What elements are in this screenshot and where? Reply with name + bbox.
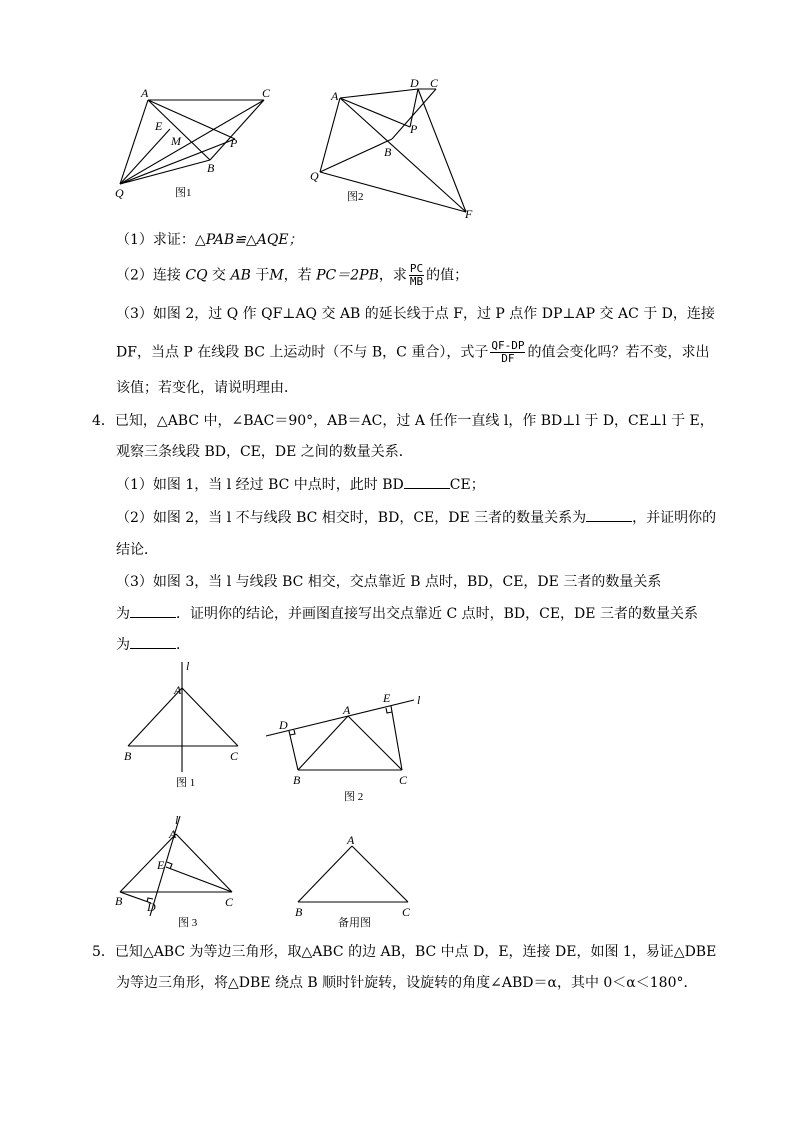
q3-part2-mid2: 于 <box>250 267 270 284</box>
label-D: D <box>147 900 156 914</box>
q3-part3-line3: 该值；若变化，请说明理由． <box>116 380 298 396</box>
q3-part3-line2-suffix: 的值会变化吗？若不变，求出 <box>527 344 710 361</box>
label-A: A <box>169 827 177 841</box>
label-A: A <box>343 703 351 717</box>
seg-AC <box>176 834 232 892</box>
frac-den: DF <box>501 352 515 365</box>
label-D: D <box>410 76 419 90</box>
seg-AQ <box>120 100 148 184</box>
q5-line2: 为等边三角形，将△DBE 绕点 B 顺时针旋转，设旋转的角度∠ABD＝α，其中 0＜α＜180°． <box>116 975 698 991</box>
seg-QB <box>320 139 392 172</box>
caption-fig3: 图 3 <box>178 917 198 929</box>
q3-part2-mid3: ，若 <box>283 267 317 284</box>
q5-line1 <box>92 942 716 962</box>
seg-AD <box>340 89 418 98</box>
label-Q: Q <box>310 169 319 183</box>
q3-part2-m: M <box>269 267 284 284</box>
q4-part3-line2-prefix: 为 <box>116 606 130 622</box>
seg-QE <box>120 129 170 184</box>
q4-line1-text: 已知，△ABC 中，∠BAC＝90°，AB＝AC，过 A 任作一直线 l，作 BD⊥l 于 D，CE⊥l 于 E， <box>114 413 714 429</box>
q4-line1 <box>92 411 714 431</box>
caption-spare: 备用图 <box>338 917 371 929</box>
right-angle-D <box>290 730 295 735</box>
q4-part1-suffix: CE； <box>449 477 485 493</box>
label-E: E <box>155 119 163 133</box>
caption-fig2: 图2 <box>347 191 364 203</box>
q4-figure-1 <box>120 658 250 793</box>
q3-part2-suffix: 的值； <box>426 267 469 284</box>
label-B: B <box>293 773 301 787</box>
caption-fig1: 图 1 <box>176 777 196 789</box>
label-B: B <box>115 894 123 908</box>
label-B: B <box>124 749 132 763</box>
q3-part2-cond: PC＝2PB <box>316 267 379 284</box>
label-A: A <box>347 833 355 847</box>
label-A: A <box>331 89 339 103</box>
frac-num: QF-DP <box>491 339 525 352</box>
q3-part2-prefix: （2）连接 <box>116 267 186 284</box>
answer-blank[interactable] <box>404 474 450 489</box>
q4-part3-line3 <box>116 634 190 655</box>
q4-part3-line2-suffix: ．证明你的结论，并画图直接写出交点靠近 C 点时，BD，CE，DE 三者的数量关系 <box>176 606 698 622</box>
q3-part2-cq: CQ <box>185 267 208 284</box>
caption-fig2: 图 2 <box>344 791 364 803</box>
label-B: B <box>207 161 215 175</box>
q3-part2-mid1: 交 <box>207 267 231 284</box>
seg-BD <box>289 731 298 770</box>
top-figure-1 <box>108 84 293 204</box>
label-C: C <box>262 86 271 100</box>
seg-CE <box>166 867 232 892</box>
q3-part3-line1: （3）如图 2，过 Q 作 QF⊥AQ 交 AB 的延长线于点 F，过 P 点作 DP⊥AP 交 AC 于 D，连接 <box>116 306 715 322</box>
q4-part3-line3-prefix: 为 <box>116 637 130 653</box>
q3-part2 <box>116 263 468 288</box>
label-B: B <box>295 905 303 919</box>
label-C: C <box>230 749 239 763</box>
answer-blank[interactable] <box>130 603 176 618</box>
q4-part3-line2 <box>116 603 698 624</box>
label-C: C <box>402 905 411 919</box>
seg-QB <box>120 160 210 184</box>
q3-part1 <box>116 230 303 250</box>
answer-blank[interactable] <box>586 507 632 522</box>
q4-part2-line1 <box>116 507 716 528</box>
label-l: l <box>186 659 190 673</box>
label-M: M <box>171 134 181 148</box>
seg-AQ <box>320 98 340 172</box>
label-F: F <box>465 207 473 221</box>
label-E: E <box>157 858 165 872</box>
q3-part2-mid4: ，求 <box>378 267 407 284</box>
q4-figure-2 <box>262 688 437 808</box>
q3-part3-line2-prefix: DF，当点 P 在线段 BC 上运动时（不与 B，C 重合），式子 <box>116 344 489 361</box>
label-P: P <box>410 122 418 136</box>
seg-AB <box>120 834 176 892</box>
q3-part1-expr: △PAB≌△AQE； <box>194 232 303 248</box>
q3-part2-ab: AB <box>230 267 251 284</box>
label-A: A <box>141 86 149 100</box>
frac-num: PC <box>409 262 424 275</box>
q5-number: 5． <box>92 944 115 960</box>
line-l <box>266 700 414 736</box>
label-P: P <box>230 136 238 150</box>
q4-part1 <box>116 474 485 495</box>
q3-part3-line2 <box>116 340 709 365</box>
label-A: A <box>174 683 182 697</box>
fraction-pc-mb <box>409 263 424 288</box>
q4-line2: 观察三条线段 BD，CE，DE 之间的数量关系． <box>116 444 413 460</box>
label-Q: Q <box>115 186 124 200</box>
seg-AP <box>340 98 410 127</box>
seg-AB <box>298 716 348 770</box>
q4-part2-line2: 结论． <box>116 542 158 558</box>
answer-blank[interactable] <box>130 634 176 649</box>
q4-part1-prefix: （1）如图 1，当 l 经过 BC 中点时，此时 BD <box>116 477 404 493</box>
label-D: D <box>279 718 288 732</box>
q4-figure-3 <box>112 812 242 932</box>
label-C: C <box>225 895 234 909</box>
seg-DF <box>418 89 466 212</box>
label-C: C <box>399 773 408 787</box>
frac-den: MB <box>409 275 424 288</box>
q4-part2-suffix: ，并证明你的 <box>632 510 717 526</box>
q4-part3-line3-suffix: ． <box>176 637 190 653</box>
seg-BC <box>210 100 264 160</box>
label-B: B <box>384 145 392 159</box>
top-figure-2 <box>300 72 485 222</box>
q3-part1-prefix: （1）求证： <box>116 232 195 248</box>
q4-number: 4． <box>92 413 115 429</box>
fraction-qf-dp-df <box>490 340 525 365</box>
q5-line1-text: 已知△ABC 为等边三角形，取△ABC 的边 AB，BC 中点 D，E，连接 DE，如图 1，易证△DBE <box>114 944 717 960</box>
seg-AC <box>352 846 408 902</box>
q4-figure-spare <box>292 832 422 932</box>
q4-part3-line1: （3）如图 3，当 l 与线段 BC 相交，交点靠近 B 点时，BD，CE，DE 三者的数量关系 <box>116 574 662 590</box>
label-l: l <box>417 693 421 707</box>
label-l: l <box>175 813 179 827</box>
label-E: E <box>383 691 391 705</box>
seg-AB <box>298 846 352 902</box>
q4-part2-prefix: （2）如图 2，当 l 不与线段 BC 相交时，BD，CE，DE 三者的数量关系为 <box>116 510 587 526</box>
label-C: C <box>430 76 439 90</box>
seg-AC <box>182 688 238 746</box>
caption-fig1: 图1 <box>175 187 192 199</box>
